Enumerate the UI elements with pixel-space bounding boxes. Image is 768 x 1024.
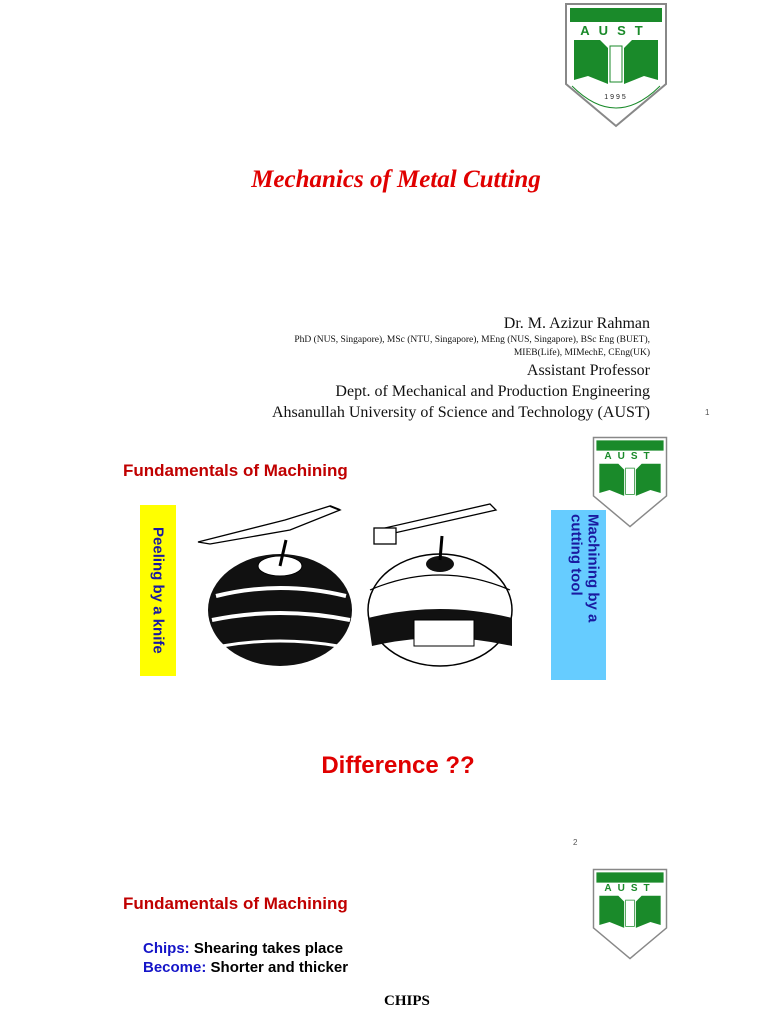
peeling-illustration xyxy=(190,500,550,670)
logo-year: 1995 xyxy=(604,94,628,101)
peeling-label-text: Peeling by a knife xyxy=(149,527,167,654)
author-position: Assistant Professor xyxy=(526,362,650,379)
slide3-heading: Fundamentals of Machining xyxy=(123,894,348,913)
chips-text: Shearing takes place xyxy=(189,940,344,957)
aust-logo-emblem-3 xyxy=(592,868,668,960)
difference-question: Difference ?? xyxy=(321,752,475,779)
author-department: Dept. of Mechanical and Production Engineering xyxy=(335,383,650,400)
machining-label xyxy=(551,510,606,680)
slide1-title: Mechanics of Metal Cutting xyxy=(251,166,541,193)
author-name: Dr. M. Azizur Rahman xyxy=(503,315,650,332)
become-text: Shorter and thicker xyxy=(206,959,349,976)
author-block xyxy=(272,314,650,423)
page-number-2: 2 xyxy=(573,838,578,847)
become-label: Become: xyxy=(143,959,207,976)
logo-acronym-2: AUST xyxy=(604,451,656,462)
slide2-heading: Fundamentals of Machining xyxy=(123,461,348,480)
chips-line-2 xyxy=(143,958,348,977)
author-credentials-2: MIEB(Life), MIMechE, CEng(UK) xyxy=(513,348,650,358)
chips-title: CHIPS xyxy=(384,993,430,1009)
author-university: Ahsanullah University of Science and Technology (AUST) xyxy=(271,404,650,421)
logo-acronym: AUST xyxy=(580,23,652,38)
chips-lines xyxy=(143,939,348,977)
author-credentials: PhD (NUS, Singapore), MSc (NTU, Singapore), MEng (NUS, Singapore), BSc Eng (BUET), xyxy=(294,335,650,345)
chips-line-1 xyxy=(143,939,348,958)
machining-label-text: Machining by a cutting tool xyxy=(567,514,602,623)
peeling-label xyxy=(140,505,176,676)
aust-logo xyxy=(564,2,668,128)
aust-logo-emblem xyxy=(564,2,668,128)
chips-label: Chips: xyxy=(143,940,190,957)
logo-acronym-3: AUST xyxy=(604,883,656,894)
page-number-1: 1 xyxy=(705,408,710,417)
aust-logo-3 xyxy=(592,868,668,960)
